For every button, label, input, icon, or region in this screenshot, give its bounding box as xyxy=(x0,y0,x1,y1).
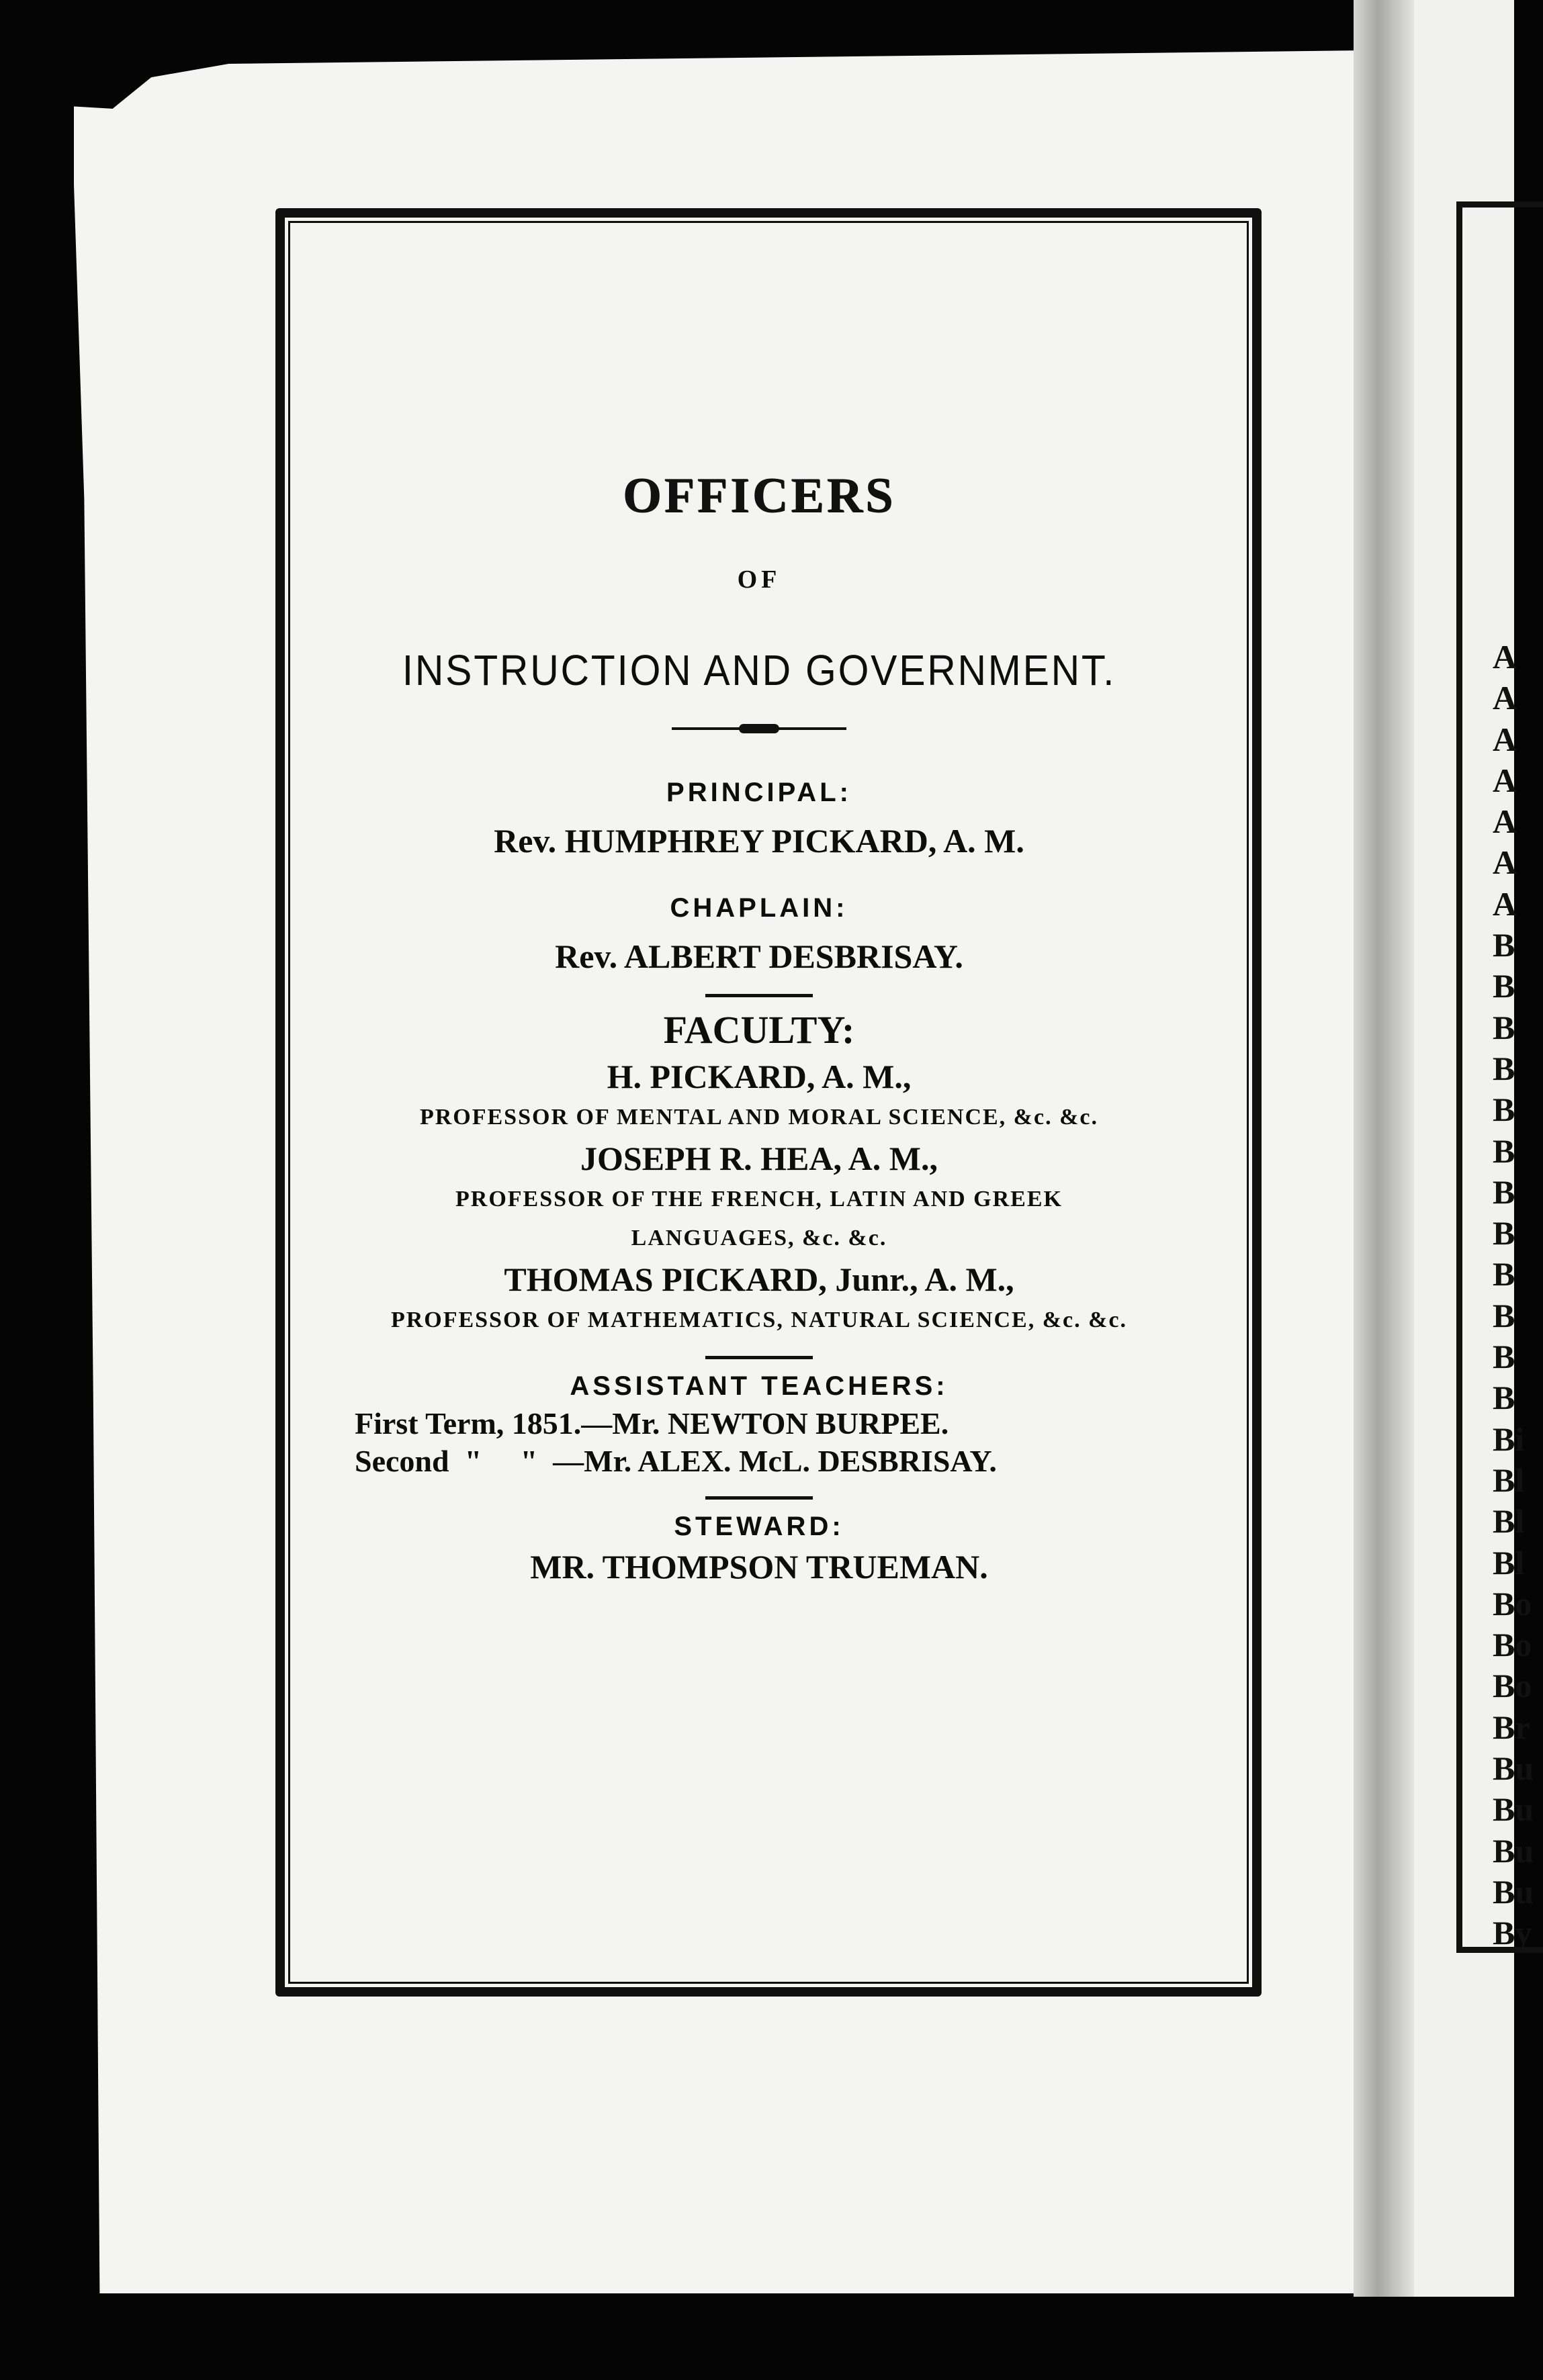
officers-list xyxy=(296,430,1223,1588)
faculty-label: FACULTY: xyxy=(663,1008,855,1052)
facing-page-letter: B xyxy=(1493,1049,1515,1087)
facing-page-letter: A xyxy=(1493,843,1517,882)
facing-page-letter: Bl xyxy=(1493,1461,1525,1499)
facing-page-letter: B xyxy=(1493,1008,1515,1046)
faculty-member-name: THOMAS PICKARD, Junr., A. M., xyxy=(504,1261,1014,1298)
facing-page-letter: A xyxy=(1493,720,1517,758)
facing-page-letter: B xyxy=(1493,1173,1515,1211)
facing-page-letter: B xyxy=(1493,1214,1515,1252)
facing-page-letter: Bl xyxy=(1493,1543,1525,1582)
facing-page-letter: A xyxy=(1493,803,1517,841)
faculty-member-title: PROFESSOR OF MATHEMATICS, NATURAL SCIENCE, &c. &c. xyxy=(390,1308,1128,1332)
divider xyxy=(705,994,813,997)
facing-page-letter: Bo xyxy=(1493,1584,1532,1622)
chaplain-label: CHAPLAIN: xyxy=(670,893,848,923)
faculty-member-title: LANGUAGES, &c. &c. xyxy=(631,1226,887,1250)
facing-page-letter: B xyxy=(1493,1091,1515,1129)
principal-section xyxy=(296,774,1223,862)
facing-page-letter: B xyxy=(1493,1255,1515,1293)
facing-page-letter: A xyxy=(1493,638,1517,676)
faculty-member-name: H. PICKARD, A. M., xyxy=(607,1058,912,1095)
facing-page-letter: B xyxy=(1493,1379,1515,1417)
page-subtitle: INSTRUCTION AND GOVERNMENT. xyxy=(402,646,1116,694)
facing-page-letter: Bl xyxy=(1493,1502,1525,1541)
facing-page-letter: Br xyxy=(1493,1708,1530,1746)
faculty-member-name: JOSEPH R. HEA, A. M., xyxy=(580,1140,938,1177)
facing-page-letter: Bu xyxy=(1493,1831,1534,1870)
facing-page-letter: Bo xyxy=(1493,1626,1532,1664)
divider xyxy=(705,1496,813,1500)
facing-page-letters xyxy=(1493,637,1534,1954)
facing-page-letter: B xyxy=(1493,1338,1515,1376)
facing-page-letter: Bi xyxy=(1493,1420,1525,1458)
facing-page-letter: B xyxy=(1493,967,1515,1005)
principal-label: PRINCIPAL: xyxy=(666,778,852,807)
assistant-teachers-list xyxy=(355,1405,1223,1480)
chaplain-section xyxy=(296,889,1223,978)
steward-label: STEWARD: xyxy=(674,1512,844,1541)
assistant-teacher-line: First Term, 1851.—Mr. NEWTON BURPEE. xyxy=(355,1406,949,1440)
facing-page-letter: B xyxy=(1493,1132,1515,1170)
assistant-teachers-section xyxy=(296,1367,1223,1480)
page-fold xyxy=(1354,0,1414,2297)
facing-page-letter: A xyxy=(1493,679,1517,717)
facing-page-letter: A xyxy=(1493,761,1517,799)
facing-page-letter: Bu xyxy=(1493,1790,1534,1829)
faculty-member-title: PROFESSOR OF MENTAL AND MORAL SCIENCE, &c. &c. xyxy=(419,1105,1099,1130)
steward-name: MR. THOMPSON TRUEMAN. xyxy=(530,1548,988,1586)
facing-page-letter: Bo xyxy=(1493,1667,1532,1705)
facing-page-letter: Bu xyxy=(1493,1749,1534,1788)
assistant-teachers-label: ASSISTANT TEACHERS: xyxy=(570,1371,949,1401)
facing-page-letter: B xyxy=(1493,926,1515,964)
facing-page-letter: Bu xyxy=(1493,1872,1534,1911)
steward-section xyxy=(296,1508,1223,1588)
ornament-divider xyxy=(672,724,846,733)
page-title-of: OF xyxy=(737,565,781,594)
facing-page-letter: B xyxy=(1493,1296,1515,1334)
faculty-member-title: PROFESSOR OF THE FRENCH, LATIN AND GREEK xyxy=(455,1187,1063,1211)
facing-page-letter: A xyxy=(1493,884,1517,923)
assistant-teacher-line: Second " " —Mr. ALEX. McL. DESBRISAY. xyxy=(355,1444,997,1478)
faculty-section xyxy=(296,1005,1223,1340)
divider xyxy=(705,1356,813,1359)
chaplain-name: Rev. ALBERT DESBRISAY. xyxy=(555,937,963,975)
page-title: OFFICERS xyxy=(622,468,896,523)
facing-page-letter: By xyxy=(1493,1914,1532,1952)
principal-name: Rev. HUMPHREY PICKARD, A. M. xyxy=(494,822,1024,860)
